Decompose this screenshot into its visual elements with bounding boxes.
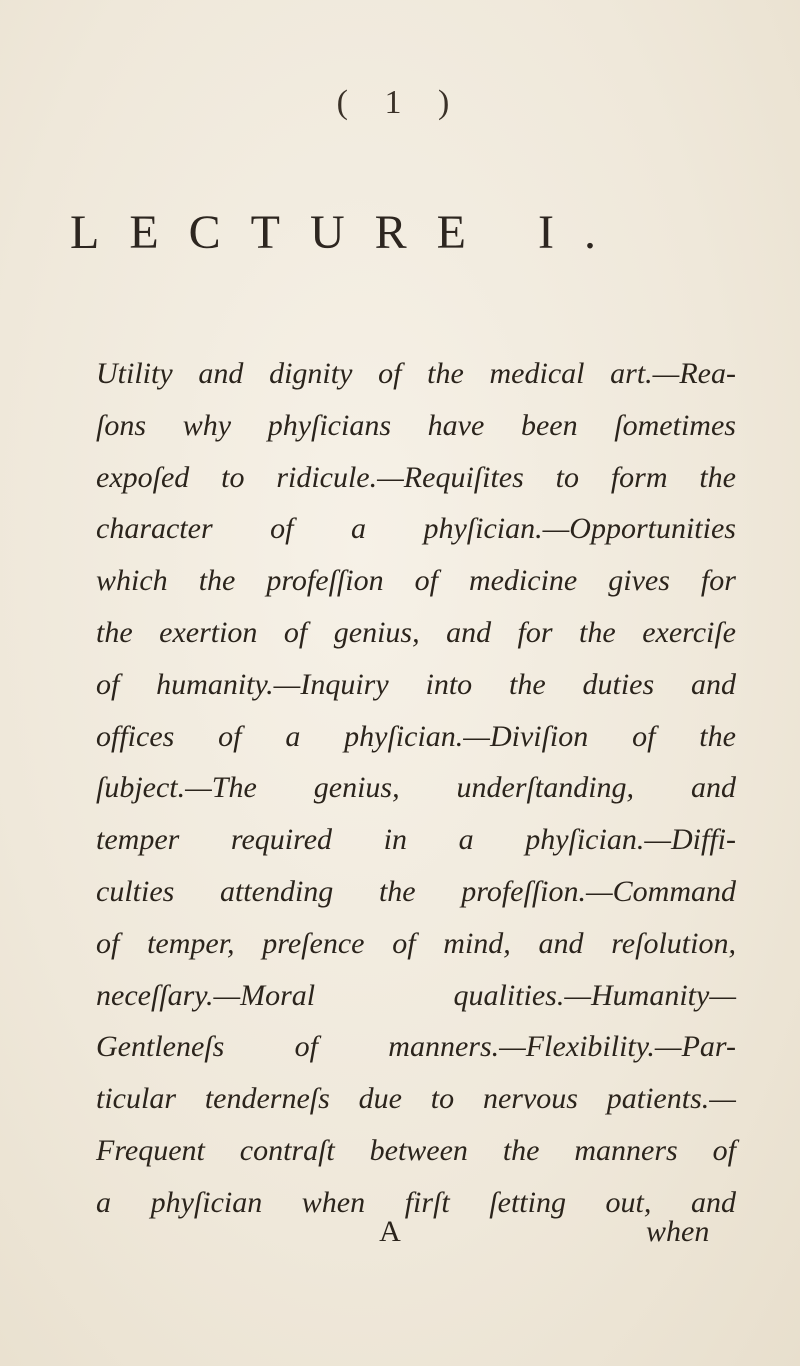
summary-word: temper [96, 823, 180, 857]
summary-word: the [198, 564, 236, 598]
summary-word: underſtanding, [456, 771, 635, 805]
summary-word: the [378, 874, 416, 908]
summary-line [96, 762, 736, 814]
summary-word: to [221, 460, 245, 494]
summary-word: offices [96, 719, 175, 753]
summary-word: and [690, 667, 736, 701]
summary-word: character [96, 512, 213, 546]
summary-word: of [294, 1030, 318, 1064]
summary-word: the [509, 667, 546, 701]
summary-word: ticular [96, 1082, 176, 1116]
lecture-heading: LECTURE I. [70, 206, 626, 259]
summary-word: and [538, 926, 584, 960]
summary-line [96, 348, 736, 400]
summary-word: which [96, 564, 168, 598]
summary-word: ſubject.—The [96, 771, 257, 805]
summary-word: Utility [96, 357, 173, 390]
summary-word: between [369, 1133, 468, 1167]
summary-word: genius, [333, 615, 420, 649]
summary-word: nervous [482, 1082, 578, 1116]
summary-word: profeſſion.—Command [461, 874, 736, 908]
summary-word: of [218, 719, 242, 753]
summary-word: into [425, 667, 473, 701]
summary-word: reſolution, [611, 926, 736, 960]
summary-word: manners [574, 1133, 678, 1167]
summary-line [96, 659, 736, 711]
summary-word: attending [219, 874, 334, 908]
summary-word: of [283, 615, 308, 649]
summary-word: duties [582, 667, 655, 701]
summary-word: phyſician.—Diviſion [344, 719, 589, 753]
signature-mark: A [379, 1215, 401, 1248]
summary-word: for [700, 564, 736, 598]
summary-word: ſometimes [614, 408, 736, 442]
summary-word: of [270, 512, 294, 546]
summary-word: exertion [159, 615, 258, 649]
summary-word: ſons [96, 408, 147, 442]
summary-word: ridicule.—Requiſites [276, 460, 524, 494]
summary-word: mind, [443, 926, 511, 960]
summary-line [96, 452, 736, 504]
summary-word: of [378, 357, 402, 390]
summary-line [96, 970, 736, 1022]
summary-word: genius, [313, 771, 400, 805]
summary-word: medicine [468, 564, 578, 598]
summary-word: exerciſe [642, 615, 736, 649]
lecture-summary [96, 348, 736, 1229]
summary-word: have [427, 408, 485, 442]
summary-line [96, 555, 736, 607]
summary-word: gives [608, 564, 670, 598]
summary-word: to [430, 1082, 455, 1116]
summary-line [96, 866, 736, 918]
summary-line [96, 814, 736, 866]
summary-word: culties [96, 874, 175, 908]
summary-word: temper, [147, 926, 235, 960]
summary-word: the [579, 615, 616, 649]
summary-line [96, 1021, 736, 1073]
summary-word: the [502, 1133, 540, 1167]
summary-word: Frequent [96, 1133, 205, 1167]
summary-word: phyſicians [267, 408, 391, 442]
summary-word: when [301, 1185, 366, 1219]
summary-word: required [230, 823, 333, 857]
summary-word: neceſſary.—Moral [96, 978, 316, 1012]
summary-line [96, 918, 736, 970]
summary-line [96, 503, 736, 555]
summary-word: Gentleneſs [96, 1030, 225, 1064]
summary-word: the [96, 615, 133, 649]
summary-word: of [414, 564, 438, 598]
page-number: ( 1 ) [336, 84, 464, 121]
summary-word: phyſician.—Diffi- [525, 823, 736, 857]
summary-word: expoſed [96, 460, 190, 494]
summary-word: humanity.—Inquiry [156, 667, 389, 701]
summary-word: art.—Rea- [610, 357, 736, 390]
summary-word: a [458, 823, 474, 857]
summary-word: firſt [404, 1185, 450, 1219]
summary-word: manners.—Flexibility.—Par- [388, 1030, 736, 1064]
summary-word: a [285, 719, 301, 753]
summary-word: the [699, 460, 736, 494]
summary-word: and [198, 357, 244, 390]
summary-word: of [712, 1133, 736, 1167]
summary-word: preſence [262, 926, 365, 960]
summary-word: ſetting [489, 1185, 566, 1219]
summary-word: due [358, 1082, 402, 1116]
summary-word: a [350, 512, 366, 546]
summary-word: to [555, 460, 579, 494]
summary-line [96, 1125, 736, 1177]
summary-line [96, 607, 736, 659]
summary-word: profeſſion [266, 564, 384, 598]
summary-word: been [520, 408, 578, 442]
summary-word: phyſician [150, 1185, 263, 1219]
summary-word: and [446, 615, 492, 649]
summary-word: of [392, 926, 416, 960]
summary-word: form [610, 460, 668, 494]
summary-word: phyſician.—Opportunities [423, 512, 736, 546]
summary-word: tenderneſs [204, 1082, 330, 1116]
summary-word: in [383, 823, 407, 857]
summary-word: for [517, 615, 553, 649]
summary-word: a [96, 1185, 111, 1219]
summary-word: and [690, 1185, 736, 1219]
summary-word: why [182, 408, 232, 442]
summary-line [96, 400, 736, 452]
page-footer [0, 1215, 800, 1255]
summary-word: medical [489, 357, 585, 390]
summary-line [96, 711, 736, 763]
summary-word: and [691, 771, 736, 805]
summary-line [96, 1073, 736, 1125]
summary-word: of [632, 719, 656, 753]
summary-word: patients.— [606, 1082, 736, 1116]
summary-word: the [427, 357, 464, 390]
summary-word: qualities.—Humanity— [453, 978, 736, 1012]
summary-word: of [96, 667, 120, 701]
catchword: when [646, 1215, 710, 1248]
summary-word: of [96, 926, 120, 960]
summary-word: the [699, 719, 736, 753]
summary-word: contraſt [239, 1133, 335, 1167]
summary-word: out, [605, 1185, 652, 1219]
summary-word: dignity [269, 357, 353, 390]
